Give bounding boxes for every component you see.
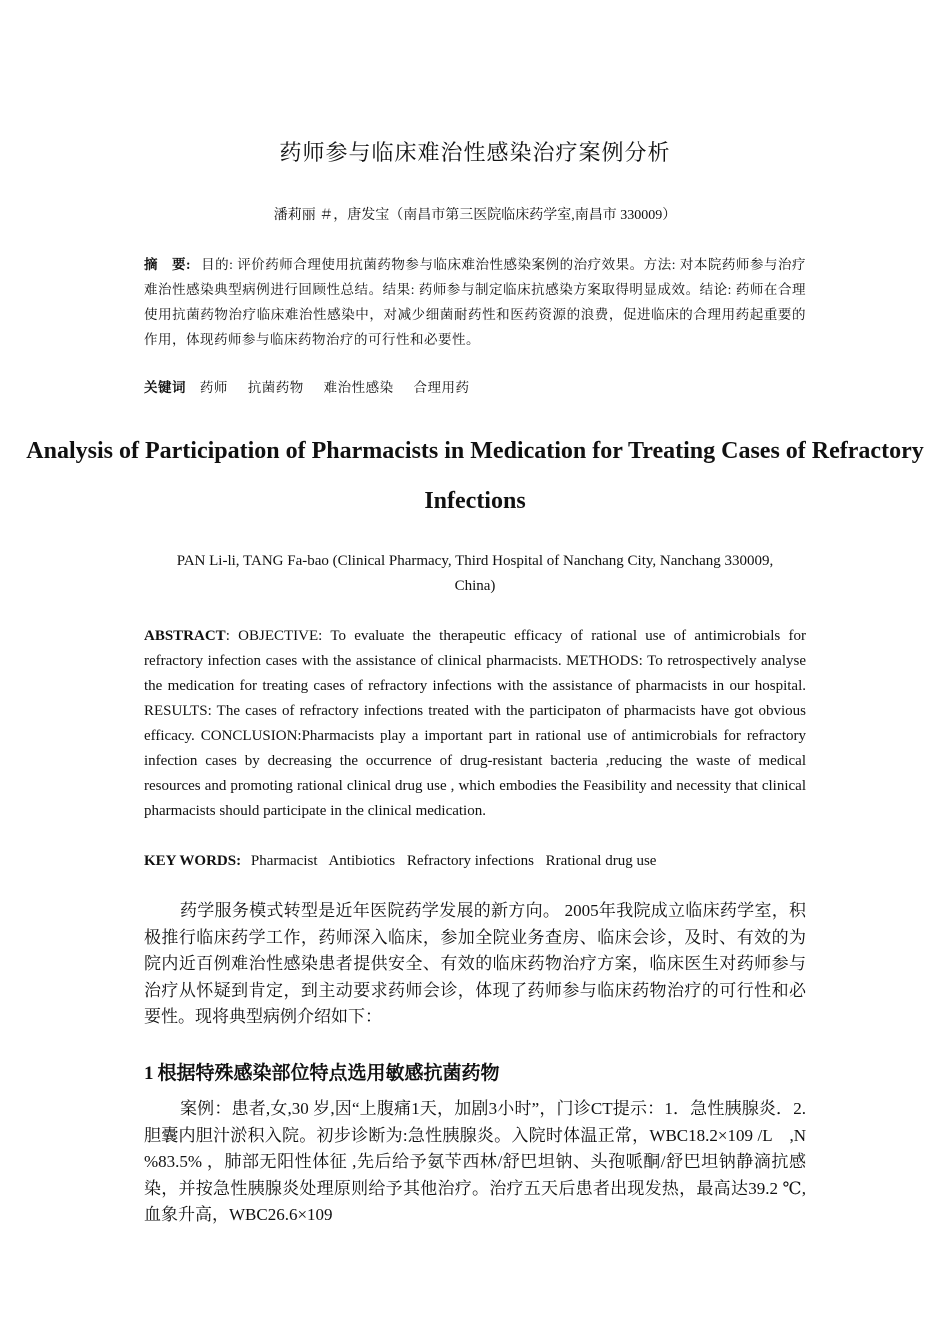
- chinese-keyword: 药师: [199, 380, 228, 395]
- english-authors: PAN Li-li, TANG Fa-bao (Clinical Pharmacy, Third Hospital of Nanchang City, Nanchang 330009, China): [176, 553, 774, 594]
- introduction-paragraph: 药学服务模式转型是近年医院药学发展的新方向。 2005年我院成立临床药学室，积极推行临床药学工作，药师深入临床，参加全院业务查房、临床会诊，及时、有效的为院内近百例难治性感染患者提供安全、有效的临床药物治疗方案，临床医生对药师参与治疗从怀疑到肯定，到主动要求药师会诊，体现了药师参与临床药物治疗的可行性和必要性。现将典型病例介绍如下：: [144, 901, 806, 1026]
- english-keyword: Pharmacist: [250, 853, 318, 869]
- section-title: 根据特殊感染部位特点选用敏感抗菌药物: [157, 1062, 500, 1084]
- chinese-title: 药师参与临床难治性感染治疗案例分析: [279, 141, 671, 166]
- chinese-keyword: 抗菌药物: [247, 380, 304, 395]
- chinese-authors: 潘莉丽 ＃，唐发宝（南昌市第三医院临床药学室,南昌市 330009）: [273, 208, 677, 223]
- chinese-keyword: 难治性感染: [323, 380, 394, 395]
- chinese-abstract-text: 目的: 评价药师合理使用抗菌药物参与临床难治性感染案例的治疗效果。方法: 对本院药师参与治疗难治性感染典型病例进行回顾性总结。结果: 药师参与制定临床抗感染方案取得明显成效。结论: 药师在合理使用抗菌药物治疗临床难治性感染中，对减少细菌耐药性和医药资源的浪费，促进临床的合理用药起重要的作用，体现药师参与临床药物治疗的可行性和必要性。: [144, 257, 806, 347]
- chinese-abstract-label: 摘 要:: [144, 257, 192, 272]
- english-abstract-label: ABSTRACT: [144, 628, 226, 644]
- section-number: 1: [144, 1063, 154, 1084]
- chinese-keywords: [144, 376, 806, 396]
- english-abstract: [144, 624, 806, 824]
- english-keyword: Rrational drug use: [545, 853, 657, 869]
- english-abstract-text: : OBJECTIVE: To evaluate the therapeutic efficacy of rational use of antimicrobials for refractory infection cases with the assistance of clinical pharmacists. METHODS: To retrospectively analyse the medication for treating cases of refractory infections with the assistance of pharmacists in our hospital. RESULTS: The cases of refractory infections treated with the participaton of pharmacists have got obvious efficacy. CONCLUSION:Pharmacists play a important part in rational use of antimicrobials for refractory infection cases by decreasing the occurrence of drug-resistant bacteria ,reducing the waste of medical resources and promoting rational clinical drug use , which embodies the Feasibility and necessity that clinical pharmacists should participate in the clinical medication.: [144, 628, 806, 819]
- english-title: Analysis of Participation of Pharmacists in Medication for Treating Cases of Refractory Infections: [26, 438, 924, 514]
- english-keyword: Antibiotics: [328, 853, 396, 869]
- case-paragraph: 案例：患者,女,30 岁,因“上腹痛1天，加剧3小时”，门诊CT提示：1．急性胰腺炎．2.胆囊内胆汁淤积入院。初步诊断为:急性胰腺炎。入院时体温正常，WBC18.2×109 /L ,N %83.5% ，肺部无阳性体征 ,先后给予氨苄西林/舒巴坦钠、头孢哌酮/舒巴坦钠静滴抗感染，并按急性胰腺炎处理原则给予其他治疗。治疗五天后患者出现发热，最高达39.2 ℃,血象升高，WBC26.6×109: [144, 1099, 806, 1224]
- english-keyword: Refractory infections: [406, 853, 534, 869]
- english-keywords-label: KEY WORDS:: [144, 853, 242, 869]
- chinese-keywords-label: 关键词: [144, 380, 186, 395]
- chinese-keyword: 合理用药: [413, 380, 470, 395]
- english-keywords: [144, 849, 806, 874]
- chinese-abstract: [144, 252, 806, 352]
- section-heading: [144, 1058, 806, 1085]
